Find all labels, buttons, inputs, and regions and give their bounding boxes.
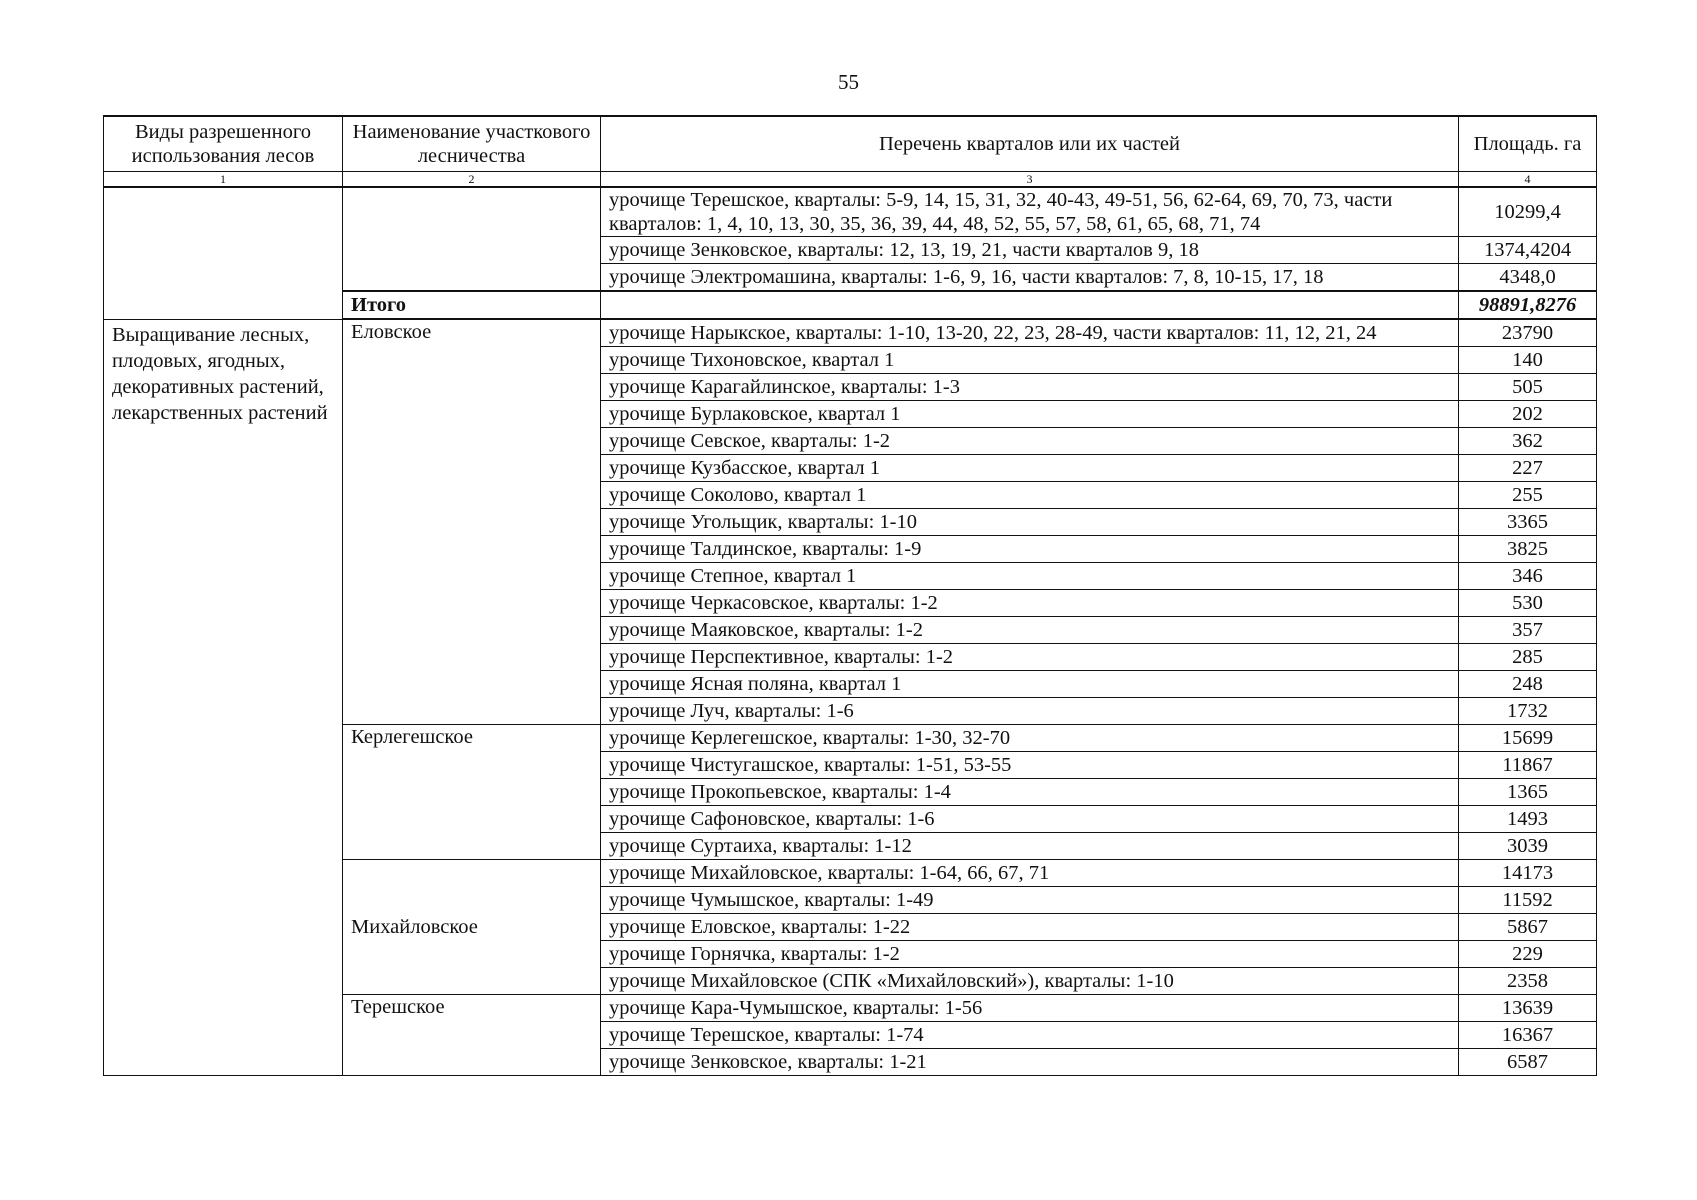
forestry-name-cell: Терешское (343, 995, 601, 1076)
area-cell: 1374,4204 (1459, 237, 1597, 264)
quarters-cell: урочище Терешское, кварталы: 5-9, 14, 15, 31, 32, 40-43, 49-51, 56, 62-64, 69, 70, 73, части кварталов: 1, 4, 10, 13, 30, 35, 36, 39, 44, 48, 52, 55, 57, 58, 61, 65, 68, 71, 74 (601, 187, 1459, 237)
area-cell: 13639 (1459, 995, 1597, 1022)
quarters-cell: урочище Карагайлинское, кварталы: 1-3 (601, 374, 1459, 401)
area-cell: 346 (1459, 563, 1597, 590)
area-cell: 4348,0 (1459, 264, 1597, 292)
quarters-cell: урочище Бурлаковское, квартал 1 (601, 401, 1459, 428)
quarters-cell: урочище Маяковское, кварталы: 1-2 (601, 617, 1459, 644)
header-area: Площадь. га (1459, 116, 1597, 172)
area-cell: 6587 (1459, 1049, 1597, 1076)
column-number: 1 (104, 172, 343, 188)
column-number: 3 (601, 172, 1459, 188)
area-cell: 530 (1459, 590, 1597, 617)
quarters-cell: урочище Горнячка, кварталы: 1-2 (601, 941, 1459, 968)
quarters-cell: урочище Зенковское, кварталы: 1-21 (601, 1049, 1459, 1076)
quarters-cell: урочище Соколово, квартал 1 (601, 482, 1459, 509)
area-cell: 3039 (1459, 833, 1597, 860)
area-cell: 140 (1459, 347, 1597, 374)
area-cell: 248 (1459, 671, 1597, 698)
quarters-cell: урочище Нарыкское, кварталы: 1-10, 13-20, 22, 23, 28-49, части кварталов: 11, 12, 21, 24 (601, 319, 1459, 347)
area-cell: 11867 (1459, 752, 1597, 779)
area-cell: 229 (1459, 941, 1597, 968)
forestry-name-cell: Михайловское (343, 860, 601, 995)
header-quarters: Перечень кварталов или их частей (601, 116, 1459, 172)
quarters-cell: урочище Луч, кварталы: 1-6 (601, 698, 1459, 725)
total-label: Итого (343, 291, 601, 319)
quarters-cell: урочище Черкасовское, кварталы: 1-2 (601, 590, 1459, 617)
area-cell: 15699 (1459, 725, 1597, 752)
table-row (104, 187, 1597, 237)
quarters-cell: урочище Севское, кварталы: 1-2 (601, 428, 1459, 455)
area-cell: 2358 (1459, 968, 1597, 995)
quarters-cell: урочище Сафоновское, кварталы: 1-6 (601, 806, 1459, 833)
total-value: 98891,8276 (1459, 291, 1597, 319)
forestry-name-cell: Керлегешское (343, 725, 601, 860)
area-cell: 11592 (1459, 887, 1597, 914)
header-forestry: Наименование участкового лесничества (343, 116, 601, 172)
empty-usage-cell (104, 187, 343, 319)
quarters-cell: урочище Керлегешское, кварталы: 1-30, 32-70 (601, 725, 1459, 752)
quarters-cell: урочище Электромашина, кварталы: 1-6, 9, 16, части кварталов: 7, 8, 10-15, 17, 18 (601, 264, 1459, 292)
table-row (104, 319, 1597, 347)
quarters-cell: урочище Чистугашское, кварталы: 1-51, 53-55 (601, 752, 1459, 779)
area-cell: 227 (1459, 455, 1597, 482)
quarters-cell: урочище Перспективное, кварталы: 1-2 (601, 644, 1459, 671)
quarters-cell: урочище Кузбасское, квартал 1 (601, 455, 1459, 482)
area-cell: 23790 (1459, 319, 1597, 347)
header-row (104, 116, 1597, 172)
quarters-cell: урочище Угольщик, кварталы: 1-10 (601, 509, 1459, 536)
quarters-table (103, 115, 1597, 1076)
quarters-cell: урочище Степное, квартал 1 (601, 563, 1459, 590)
area-cell: 505 (1459, 374, 1597, 401)
column-number: 4 (1459, 172, 1597, 188)
quarters-cell: урочище Талдинское, кварталы: 1-9 (601, 536, 1459, 563)
area-cell: 357 (1459, 617, 1597, 644)
quarters-cell: урочище Михайловское (СПК «Михайловский»), кварталы: 1-10 (601, 968, 1459, 995)
empty-forestry-cell (343, 187, 601, 291)
quarters-cell: урочище Суртаиха, кварталы: 1-12 (601, 833, 1459, 860)
quarters-cell: урочище Чумышское, кварталы: 1-49 (601, 887, 1459, 914)
area-cell: 285 (1459, 644, 1597, 671)
quarters-cell: урочище Зенковское, кварталы: 12, 13, 19, 21, части кварталов 9, 18 (601, 237, 1459, 264)
quarters-cell: урочище Тихоновское, квартал 1 (601, 347, 1459, 374)
usage-type-cell: Выращивание лесных, плодовых, ягодных, декоративных растений, лекарственных растений (104, 319, 343, 1076)
column-number-row (104, 172, 1597, 188)
area-cell: 1732 (1459, 698, 1597, 725)
quarters-cell: урочище Михайловское, кварталы: 1-64, 66, 67, 71 (601, 860, 1459, 887)
area-cell: 202 (1459, 401, 1597, 428)
area-cell: 362 (1459, 428, 1597, 455)
quarters-cell: урочище Ясная поляна, квартал 1 (601, 671, 1459, 698)
column-number: 2 (343, 172, 601, 188)
area-cell: 1365 (1459, 779, 1597, 806)
quarters-cell: урочище Терешское, кварталы: 1-74 (601, 1022, 1459, 1049)
area-cell: 1493 (1459, 806, 1597, 833)
quarters-cell: урочище Прокопьевское, кварталы: 1-4 (601, 779, 1459, 806)
area-cell: 10299,4 (1459, 187, 1597, 237)
area-cell: 3825 (1459, 536, 1597, 563)
area-cell: 255 (1459, 482, 1597, 509)
quarters-cell: урочище Еловское, кварталы: 1-22 (601, 914, 1459, 941)
quarters-cell: урочище Кара-Чумышское, кварталы: 1-56 (601, 995, 1459, 1022)
area-cell: 14173 (1459, 860, 1597, 887)
header-usage: Виды разрешенного использования лесов (104, 116, 343, 172)
total-blank-cell (601, 291, 1459, 319)
page-number: 55 (838, 70, 859, 94)
area-cell: 3365 (1459, 509, 1597, 536)
area-cell: 16367 (1459, 1022, 1597, 1049)
forestry-name-cell: Еловское (343, 319, 601, 725)
area-cell: 5867 (1459, 914, 1597, 941)
